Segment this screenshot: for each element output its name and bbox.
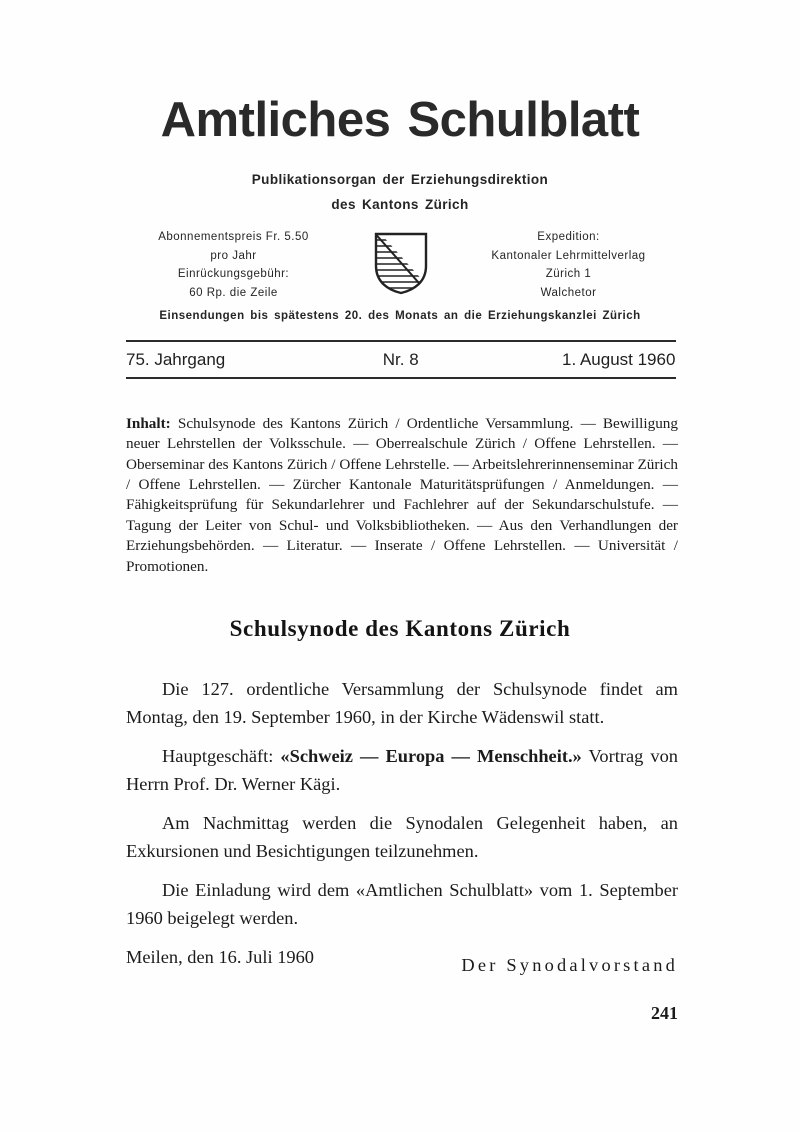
article-title: Schulsynode des Kantons Zürich — [229, 616, 571, 641]
subscription-info — [126, 228, 341, 303]
issue-date: 1. August 1960 — [561, 350, 676, 369]
expedition-address: Walchetor — [540, 286, 597, 299]
contents-label: Inhalt: — [126, 415, 171, 432]
subscription-period: pro Jahr — [210, 249, 257, 262]
zurich-shield-icon — [372, 230, 430, 296]
contents-text: Schulsynode des Kantons Zürich / Ordentliche Versammlung. — Bewilligung neuer Lehrstellen der Volksschule. — Oberrealschule Zürich / Offene Lehrstellen. — Oberseminar des Kantons Zürich / Offene Lehrstelle. — Arbeitslehrerinnenseminar Zürich / Offene Lehrstellen. — Zürcher Kantonale Maturitätsprüfungen / Anmeldungen. — Fähigkeitsprüfung für Sekundarlehrer und Fachlehrer auf der Sekundarschulstufe. — Tagung der Leiter von Schul- und Volksbibliotheken. — Aus den Verhandlungen der Erziehungsbehörden. — Literatur. — Inserate / Offene Lehrstellen. — Universität / Promotionen. — [126, 415, 678, 575]
article-paragraph-1: Die 127. ordentliche Versammlung der Schulsynode findet am Montag, den 19. September 1960, in der Kirche Wädenswil statt. — [126, 679, 678, 727]
issue-bar-rule-top — [126, 340, 676, 342]
subscription-price: Abonnementspreis Fr. 5.50 — [158, 231, 309, 243]
expedition-city: Zürich 1 — [545, 268, 592, 281]
insertion-fee-value: 60 Rp. die Zeile — [189, 286, 278, 299]
main-business-topic: «Schweiz — Europa — Menschheit.» — [280, 745, 582, 766]
expedition-label: Expedition: — [537, 231, 600, 243]
insertion-fee-label: Einrückungsgebühr: — [177, 268, 290, 281]
page-number: 241 — [651, 1003, 678, 1023]
table-of-contents — [126, 414, 678, 577]
article-paragraph-2 — [126, 743, 678, 799]
masthead-subtitle-line-1: Publikationsorgan der Erziehungsdirektion — [251, 172, 549, 187]
article-signature: Der Synodalvorstand — [461, 955, 678, 975]
main-business-label: Hauptgeschäft: — [162, 745, 281, 766]
article-paragraph-4: Die Einladung wird dem «Amtlichen Schulblatt» vom 1. September 1960 beigelegt werden. — [126, 879, 678, 928]
article-body — [126, 676, 678, 983]
article-paragraph-3: Am Nachmittag werden die Synodalen Gelegenheit haben, an Exkursionen und Besichtigungen teilzunehmen. — [126, 812, 678, 861]
masthead-info-row — [126, 228, 676, 303]
article-dateline: Meilen, den 16. Juli 1960 — [126, 946, 314, 967]
masthead-subtitle — [0, 168, 800, 218]
issue-bar — [126, 345, 676, 375]
main-business-speaker: Vortrag von Herrn Prof. Dr. Werner Kägi. — [126, 745, 679, 794]
expedition-publisher: Kantonaler Lehrmittelverlag — [491, 249, 646, 262]
masthead-title: Amtliches Schulblatt — [160, 93, 640, 147]
coat-of-arms — [370, 228, 432, 296]
issue-bar-rule-bottom — [126, 377, 676, 379]
masthead-subtitle-line-2: des Kantons Zürich — [331, 196, 469, 212]
issue-number: Nr. 8 — [382, 350, 419, 369]
submission-deadline-note: Einsendungen bis spätestens 20. des Monats an die Erziehungskanzlei Zürich — [159, 310, 641, 322]
expedition-info — [461, 228, 676, 303]
issue-volume: 75. Jahrgang — [126, 350, 226, 369]
